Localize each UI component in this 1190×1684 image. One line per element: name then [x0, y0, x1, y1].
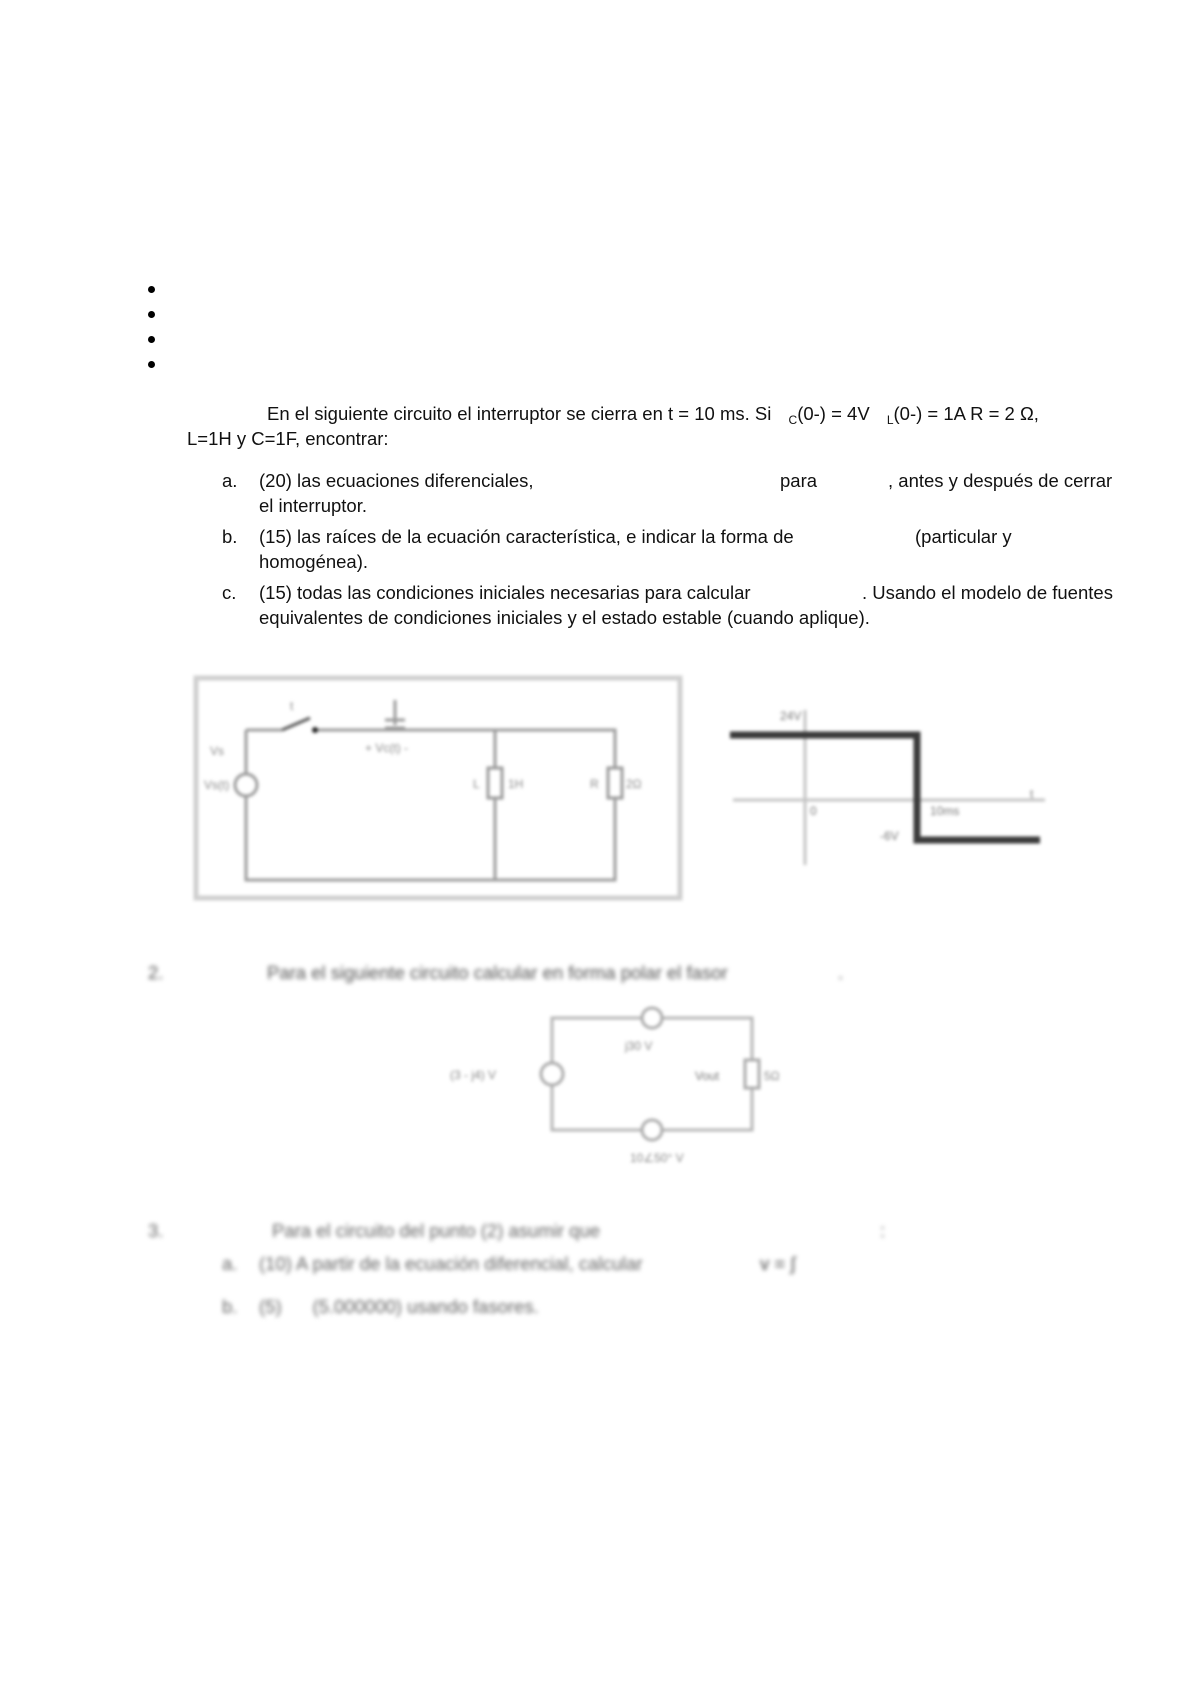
left-source-icon — [541, 1063, 563, 1085]
capacitor-label: + Vc(t) - — [365, 741, 409, 755]
item-a-text1: (20) las ecuaciones diferenciales, — [259, 470, 534, 491]
item-a-text3: , antes y después de cerrar — [888, 470, 1113, 491]
sub-l: L — [886, 413, 894, 427]
problem2-number: 2. — [148, 962, 164, 983]
bottom-source-label: 10∠50° V — [630, 1151, 684, 1165]
bullet-2 — [148, 311, 155, 318]
switch-icon — [282, 718, 310, 730]
top-source-label: j30 V — [625, 1039, 653, 1053]
right-resistor-icon — [745, 1060, 759, 1088]
vout-label: Vout — [695, 1069, 720, 1083]
problem3-text: Para el circuito del punto (2) asumir que — [272, 1220, 601, 1241]
item-c-text1: (15) todas las condiciones iniciales necesarias para calcular — [259, 582, 751, 603]
left-source-label: (3 - j4) V — [450, 1068, 497, 1082]
item-a-marker: a. — [222, 470, 238, 491]
problem3-item-a-text: (10) A partir de la ecuación diferencial, calcular — [259, 1253, 643, 1274]
resistor-value: 2Ω — [626, 777, 642, 791]
resistor-label: R — [590, 777, 599, 791]
problem2-text: Para el siguiente circuito calcular en forma polar el fasor — [267, 962, 728, 983]
item-b-line2: homogénea). — [259, 551, 369, 572]
inductor-value: 1H — [508, 777, 524, 791]
bullet-1 — [148, 286, 155, 293]
inductor-icon — [488, 768, 502, 798]
item-b-text2: (particular y — [915, 526, 1012, 547]
problem3-number: 3. — [148, 1220, 164, 1241]
problem3-item-a-marker: a. — [222, 1253, 238, 1274]
problem3-item-a-formula: v = ∫ — [760, 1253, 796, 1274]
inductor-label: L — [473, 777, 480, 791]
resistor-icon — [608, 768, 622, 798]
source-label: Vs(t) — [204, 778, 230, 792]
problem3-item-b-text: (5) (5.000000) usando fasores. — [259, 1296, 539, 1317]
switch-label: t — [290, 699, 294, 713]
item-c-text2: . Usando el modelo de fuentes — [862, 582, 1113, 603]
sub-c: C — [788, 413, 798, 427]
circuit1-diagram — [190, 670, 690, 905]
top-source-icon — [642, 1008, 662, 1028]
condition-il: (0-) = 1A R = 2 Ω, — [893, 403, 1039, 424]
intro-text: En el siguiente circuito el interruptor se cierra en t = 10 ms. Si — [267, 403, 772, 424]
step-waveform — [730, 735, 1040, 840]
source-mark: Vs — [210, 744, 225, 758]
bullet-3 — [148, 336, 155, 343]
item-b-text1: (15) las raíces de la ecuación característica, e indicar la forma de — [259, 526, 794, 547]
item-a-line2: el interruptor. — [259, 495, 367, 516]
item-c-marker: c. — [222, 582, 237, 603]
item-c-line2: equivalentes de condiciones iniciales y el estado estable (cuando aplique). — [259, 607, 870, 628]
switch-time-label: 10ms — [930, 804, 960, 818]
circuit2-diagram — [440, 1000, 800, 1190]
right-resistor-value: 5Ω — [764, 1069, 780, 1083]
item-a-text2: para — [780, 470, 818, 491]
voltage-source-icon — [235, 774, 257, 796]
problem2-tail: . — [838, 962, 844, 983]
waveform-graph — [725, 690, 1055, 870]
high-level-label: 24V — [780, 709, 802, 723]
item-b-marker: b. — [222, 526, 238, 547]
problem3-item-b-marker: b. — [222, 1296, 238, 1317]
axis-label-t: t — [1030, 787, 1034, 801]
bullet-4 — [148, 361, 155, 368]
low-level-label: -6V — [880, 829, 899, 843]
origin-label: 0 — [810, 804, 817, 818]
condition-vc: (0-) = 4V — [797, 403, 870, 424]
problem3-tail: : — [880, 1220, 886, 1241]
bottom-source-icon — [642, 1120, 662, 1140]
problem1-intro-line2: L=1H y C=1F, encontrar: — [187, 428, 389, 449]
